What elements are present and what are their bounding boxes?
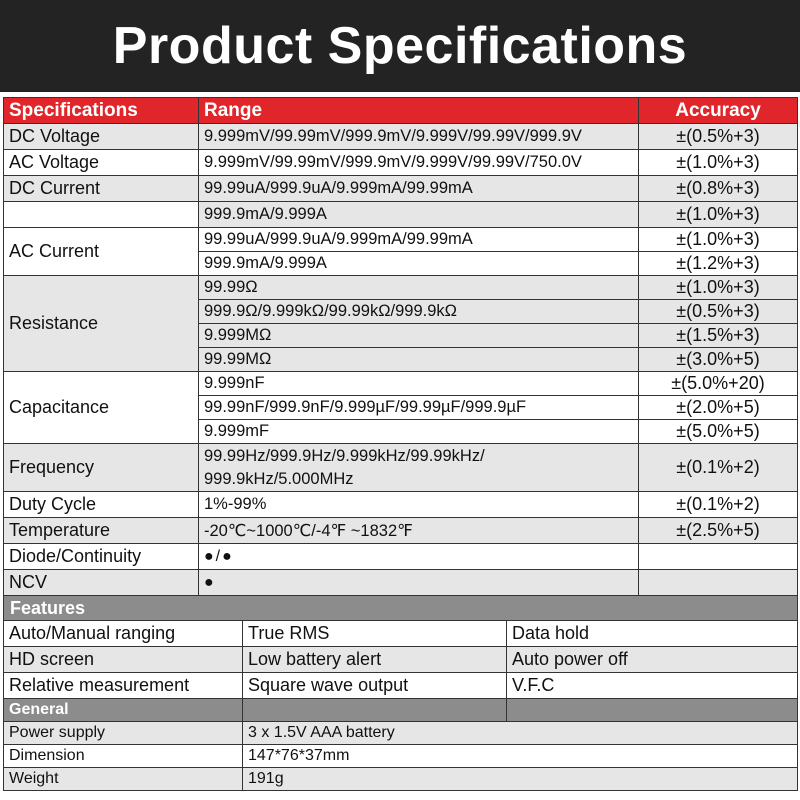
range-value: 999.9mA/9.999A bbox=[199, 252, 639, 276]
header-specifications: Specifications bbox=[4, 98, 199, 124]
spec-label: Capacitance bbox=[4, 372, 199, 444]
general-header-blank bbox=[243, 699, 507, 722]
spec-label: Temperature bbox=[4, 518, 199, 544]
general-row bbox=[4, 745, 798, 768]
header-accuracy: Accuracy bbox=[639, 98, 798, 124]
table-row bbox=[4, 202, 798, 228]
feature-item: Auto power off bbox=[507, 647, 798, 673]
general-title: General bbox=[4, 699, 243, 722]
accuracy-value: ±(3.0%+5) bbox=[639, 348, 798, 372]
general-label: Power supply bbox=[4, 722, 243, 745]
table-row bbox=[199, 228, 798, 252]
table-row bbox=[4, 544, 798, 570]
accuracy-value: ±(0.1%+2) bbox=[639, 444, 798, 492]
features-header: Features bbox=[4, 596, 798, 621]
accuracy-value: ±(1.0%+3) bbox=[639, 202, 798, 228]
spec-label: NCV bbox=[4, 570, 199, 596]
range-value: 9.999mV/99.99mV/999.9mV/9.999V/99.99V/999.9V bbox=[199, 124, 639, 150]
range-value: 999.9mA/9.999A bbox=[199, 202, 639, 228]
title-banner bbox=[0, 0, 800, 92]
general-label: Weight bbox=[4, 768, 243, 791]
accuracy-value: ±(5.0%+5) bbox=[639, 420, 798, 444]
accuracy-value: ±(0.5%+3) bbox=[639, 124, 798, 150]
header-range: Range bbox=[199, 98, 639, 124]
spec-label: AC Current bbox=[4, 228, 199, 276]
range-value: 99.99MΩ bbox=[199, 348, 639, 372]
accuracy-value: ±(0.1%+2) bbox=[639, 492, 798, 518]
table-row bbox=[4, 444, 798, 492]
table-row bbox=[199, 300, 798, 324]
range-line: 999.9kHz/5.000MHz bbox=[204, 469, 354, 488]
table-row bbox=[4, 124, 798, 150]
range-value: -20℃~1000℃/-4℉ ~1832℉ bbox=[199, 518, 639, 544]
range-value: 99.99uA/999.9uA/9.999mA/99.99mA bbox=[199, 228, 639, 252]
accuracy-value: ±(0.5%+3) bbox=[639, 300, 798, 324]
table-row bbox=[4, 150, 798, 176]
feature-item: Auto/Manual ranging bbox=[4, 621, 243, 647]
range-value: ●/● bbox=[199, 544, 639, 570]
spec-label: DC Current bbox=[4, 176, 199, 202]
general-header-blank bbox=[507, 699, 798, 722]
feature-row bbox=[4, 647, 798, 673]
feature-item: Square wave output bbox=[243, 673, 507, 699]
general-value: 147*76*37mm bbox=[243, 745, 798, 768]
spec-label bbox=[4, 202, 199, 228]
spec-label: DC Voltage bbox=[4, 124, 199, 150]
accuracy-value bbox=[639, 570, 798, 596]
feature-row bbox=[4, 673, 798, 699]
accuracy-value: ±(5.0%+20) bbox=[639, 372, 798, 396]
capacitance-group bbox=[4, 372, 798, 444]
spec-label: Frequency bbox=[4, 444, 199, 492]
feature-row bbox=[4, 621, 798, 647]
table-row bbox=[199, 348, 798, 372]
feature-item: Relative measurement bbox=[4, 673, 243, 699]
range-value: 1%-99% bbox=[199, 492, 639, 518]
table-row bbox=[199, 252, 798, 276]
range-value: 99.99Ω bbox=[199, 276, 639, 300]
table-row bbox=[199, 420, 798, 444]
accuracy-value: ±(1.0%+3) bbox=[639, 228, 798, 252]
accuracy-value bbox=[639, 544, 798, 570]
feature-item: Low battery alert bbox=[243, 647, 507, 673]
ac-current-group bbox=[4, 228, 798, 276]
range-value: 99.99uA/999.9uA/9.999mA/99.99mA bbox=[199, 176, 639, 202]
range-value: ● bbox=[199, 570, 639, 596]
table-row bbox=[199, 276, 798, 300]
general-header bbox=[4, 699, 798, 722]
spec-label: Duty Cycle bbox=[4, 492, 199, 518]
accuracy-value: ±(2.0%+5) bbox=[639, 396, 798, 420]
table-row bbox=[199, 396, 798, 420]
table-row bbox=[4, 570, 798, 596]
general-row bbox=[4, 768, 798, 791]
general-value: 3 x 1.5V AAA battery bbox=[243, 722, 798, 745]
general-label: Dimension bbox=[4, 745, 243, 768]
accuracy-value: ±(1.0%+3) bbox=[639, 276, 798, 300]
accuracy-value: ±(1.0%+3) bbox=[639, 150, 798, 176]
feature-item: Data hold bbox=[507, 621, 798, 647]
range-value: 99.99nF/999.9nF/9.999µF/99.99µF/999.9µF bbox=[199, 396, 639, 420]
accuracy-value: ±(0.8%+3) bbox=[639, 176, 798, 202]
spec-table-header bbox=[4, 98, 798, 124]
spec-table bbox=[3, 97, 798, 791]
accuracy-value: ±(1.5%+3) bbox=[639, 324, 798, 348]
page-title: Product Specifications bbox=[112, 17, 688, 75]
range-value: 9.999mV/99.99mV/999.9mV/9.999V/99.99V/750.0V bbox=[199, 150, 639, 176]
table-row bbox=[4, 176, 798, 202]
feature-item: V.F.C bbox=[507, 673, 798, 699]
feature-item: True RMS bbox=[243, 621, 507, 647]
accuracy-value: ±(1.2%+3) bbox=[639, 252, 798, 276]
spec-label: AC Voltage bbox=[4, 150, 199, 176]
accuracy-value: ±(2.5%+5) bbox=[639, 518, 798, 544]
general-value: 191g bbox=[243, 768, 798, 791]
range-value: 999.9Ω/9.999kΩ/99.99kΩ/999.9kΩ bbox=[199, 300, 639, 324]
resistance-group bbox=[4, 276, 798, 372]
table-row bbox=[4, 492, 798, 518]
range-line: 99.99Hz/999.9Hz/9.999kHz/99.99kHz/ bbox=[204, 446, 485, 465]
spec-label: Diode/Continuity bbox=[4, 544, 199, 570]
table-row bbox=[199, 324, 798, 348]
range-value: 9.999MΩ bbox=[199, 324, 639, 348]
range-value bbox=[199, 444, 639, 492]
spec-label: Resistance bbox=[4, 276, 199, 372]
table-row bbox=[4, 518, 798, 544]
feature-item: HD screen bbox=[4, 647, 243, 673]
range-value: 9.999mF bbox=[199, 420, 639, 444]
range-value: 9.999nF bbox=[199, 372, 639, 396]
table-row bbox=[199, 372, 798, 396]
general-row bbox=[4, 722, 798, 745]
